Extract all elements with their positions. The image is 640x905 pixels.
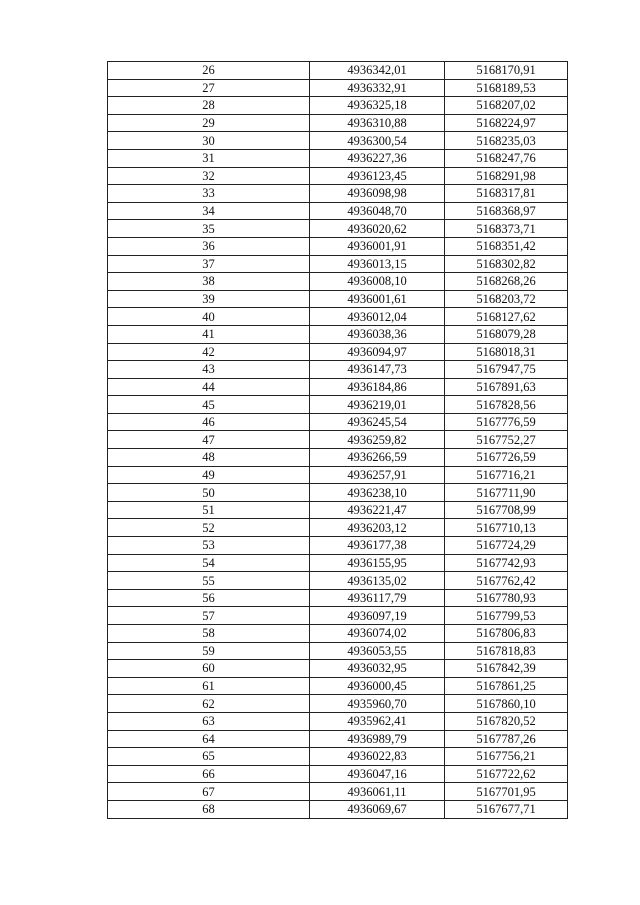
- point-number-cell: 42: [108, 343, 310, 361]
- coordinate-x-cell: 4936001,61: [310, 290, 445, 308]
- coordinate-x-cell: 4936061,11: [310, 783, 445, 801]
- point-number-cell: 62: [108, 695, 310, 713]
- point-number-cell: 48: [108, 449, 310, 467]
- coordinate-x-cell: 4936342,01: [310, 62, 445, 80]
- coordinate-y-cell: 5167806,83: [445, 625, 568, 643]
- table-row: [108, 220, 568, 238]
- table-row: [108, 449, 568, 467]
- point-number-cell: 35: [108, 220, 310, 238]
- table-row: [108, 132, 568, 150]
- coordinate-y-cell: 5167711,90: [445, 484, 568, 502]
- coordinate-x-cell: 4936069,67: [310, 800, 445, 818]
- table-row: [108, 149, 568, 167]
- point-number-cell: 33: [108, 185, 310, 203]
- point-number-cell: 65: [108, 748, 310, 766]
- point-number-cell: 51: [108, 501, 310, 519]
- point-number-cell: 43: [108, 361, 310, 379]
- table-row: [108, 554, 568, 572]
- coordinate-x-cell: 4936097,19: [310, 607, 445, 625]
- point-number-cell: 45: [108, 396, 310, 414]
- coordinate-y-cell: 5167860,10: [445, 695, 568, 713]
- table-row: [108, 695, 568, 713]
- point-number-cell: 30: [108, 132, 310, 150]
- point-number-cell: 39: [108, 290, 310, 308]
- point-number-cell: 57: [108, 607, 310, 625]
- coordinate-y-cell: 5167756,21: [445, 748, 568, 766]
- coordinate-y-cell: 5167677,71: [445, 800, 568, 818]
- table-row: [108, 413, 568, 431]
- coordinate-x-cell: 4936098,98: [310, 185, 445, 203]
- point-number-cell: 46: [108, 413, 310, 431]
- table-row: [108, 290, 568, 308]
- coordinate-x-cell: 4936022,83: [310, 748, 445, 766]
- coordinate-y-cell: 5168170,91: [445, 62, 568, 80]
- coordinate-x-cell: 4936135,02: [310, 572, 445, 590]
- coordinate-x-cell: 4936012,04: [310, 308, 445, 326]
- coordinate-x-cell: 4936008,10: [310, 273, 445, 291]
- coordinate-y-cell: 5167818,83: [445, 642, 568, 660]
- coordinate-y-cell: 5168018,31: [445, 343, 568, 361]
- table-row: [108, 273, 568, 291]
- table-row: [108, 800, 568, 818]
- table-row: [108, 730, 568, 748]
- coordinate-y-cell: 5167799,53: [445, 607, 568, 625]
- coordinate-x-cell: 4936310,88: [310, 114, 445, 132]
- point-number-cell: 54: [108, 554, 310, 572]
- point-number-cell: 47: [108, 431, 310, 449]
- table-row: [108, 748, 568, 766]
- point-number-cell: 50: [108, 484, 310, 502]
- point-number-cell: 44: [108, 378, 310, 396]
- coordinate-y-cell: 5167776,59: [445, 413, 568, 431]
- point-number-cell: 29: [108, 114, 310, 132]
- table-row: [108, 607, 568, 625]
- coordinate-y-cell: 5167842,39: [445, 660, 568, 678]
- coordinate-x-cell: 4936332,91: [310, 79, 445, 97]
- table-row: [108, 712, 568, 730]
- table-row: [108, 237, 568, 255]
- coordinates-table-body: [108, 62, 568, 819]
- coordinate-x-cell: 4936221,47: [310, 501, 445, 519]
- coordinate-x-cell: 4936203,12: [310, 519, 445, 537]
- coordinate-y-cell: 5168235,03: [445, 132, 568, 150]
- point-number-cell: 31: [108, 149, 310, 167]
- point-number-cell: 64: [108, 730, 310, 748]
- coordinate-y-cell: 5167724,29: [445, 537, 568, 555]
- point-number-cell: 53: [108, 537, 310, 555]
- table-row: [108, 625, 568, 643]
- coordinate-x-cell: 4936257,91: [310, 466, 445, 484]
- point-number-cell: 26: [108, 62, 310, 80]
- coordinate-x-cell: 4936227,36: [310, 149, 445, 167]
- point-number-cell: 40: [108, 308, 310, 326]
- table-row: [108, 378, 568, 396]
- coordinate-x-cell: 4936053,55: [310, 642, 445, 660]
- coordinate-x-cell: 4936123,45: [310, 167, 445, 185]
- coordinate-x-cell: 4936238,10: [310, 484, 445, 502]
- coordinate-x-cell: 4935960,70: [310, 695, 445, 713]
- point-number-cell: 32: [108, 167, 310, 185]
- coordinate-y-cell: 5168317,81: [445, 185, 568, 203]
- coordinate-y-cell: 5167742,93: [445, 554, 568, 572]
- coordinate-y-cell: 5167752,27: [445, 431, 568, 449]
- point-number-cell: 56: [108, 589, 310, 607]
- coordinate-y-cell: 5168368,97: [445, 202, 568, 220]
- coordinate-x-cell: 4936013,15: [310, 255, 445, 273]
- coordinate-x-cell: 4935962,41: [310, 712, 445, 730]
- coordinate-x-cell: 4936325,18: [310, 97, 445, 115]
- coordinate-x-cell: 4936047,16: [310, 765, 445, 783]
- coordinate-x-cell: 4936094,97: [310, 343, 445, 361]
- table-row: [108, 466, 568, 484]
- coordinate-x-cell: 4936245,54: [310, 413, 445, 431]
- table-row: [108, 677, 568, 695]
- coordinate-y-cell: 5167787,26: [445, 730, 568, 748]
- coordinate-x-cell: 4936048,70: [310, 202, 445, 220]
- table-row: [108, 325, 568, 343]
- point-number-cell: 49: [108, 466, 310, 484]
- coordinate-y-cell: 5167820,52: [445, 712, 568, 730]
- point-number-cell: 60: [108, 660, 310, 678]
- coordinate-x-cell: 4936001,91: [310, 237, 445, 255]
- coordinate-x-cell: 4936989,79: [310, 730, 445, 748]
- table-row: [108, 572, 568, 590]
- coordinate-x-cell: 4936300,54: [310, 132, 445, 150]
- coordinate-y-cell: 5167861,25: [445, 677, 568, 695]
- coordinate-y-cell: 5167762,42: [445, 572, 568, 590]
- point-number-cell: 63: [108, 712, 310, 730]
- table-row: [108, 97, 568, 115]
- coordinate-y-cell: 5168373,71: [445, 220, 568, 238]
- coordinate-y-cell: 5167828,56: [445, 396, 568, 414]
- coordinate-y-cell: 5167722,62: [445, 765, 568, 783]
- coordinate-y-cell: 5167701,95: [445, 783, 568, 801]
- coordinate-y-cell: 5168247,76: [445, 149, 568, 167]
- coordinate-y-cell: 5168079,28: [445, 325, 568, 343]
- point-number-cell: 38: [108, 273, 310, 291]
- table-row: [108, 308, 568, 326]
- coordinate-x-cell: 4936117,79: [310, 589, 445, 607]
- coordinate-y-cell: 5167726,59: [445, 449, 568, 467]
- coordinate-y-cell: 5168189,53: [445, 79, 568, 97]
- table-row: [108, 660, 568, 678]
- table-row: [108, 537, 568, 555]
- coordinate-x-cell: 4936155,95: [310, 554, 445, 572]
- point-number-cell: 34: [108, 202, 310, 220]
- table-row: [108, 361, 568, 379]
- point-number-cell: 58: [108, 625, 310, 643]
- coordinate-x-cell: 4936038,36: [310, 325, 445, 343]
- coordinate-x-cell: 4936177,38: [310, 537, 445, 555]
- table-row: [108, 642, 568, 660]
- table-row: [108, 62, 568, 80]
- table-row: [108, 519, 568, 537]
- point-number-cell: 52: [108, 519, 310, 537]
- point-number-cell: 36: [108, 237, 310, 255]
- table-row: [108, 589, 568, 607]
- coordinate-y-cell: 5168302,82: [445, 255, 568, 273]
- table-row: [108, 255, 568, 273]
- table-row: [108, 783, 568, 801]
- coordinate-y-cell: 5168268,26: [445, 273, 568, 291]
- coordinate-x-cell: 4936259,82: [310, 431, 445, 449]
- table-row: [108, 114, 568, 132]
- coordinate-y-cell: 5167708,99: [445, 501, 568, 519]
- coordinate-x-cell: 4936020,62: [310, 220, 445, 238]
- table-row: [108, 765, 568, 783]
- table-row: [108, 501, 568, 519]
- point-number-cell: 66: [108, 765, 310, 783]
- coordinate-y-cell: 5168291,98: [445, 167, 568, 185]
- point-number-cell: 59: [108, 642, 310, 660]
- point-number-cell: 27: [108, 79, 310, 97]
- coordinate-y-cell: 5168207,02: [445, 97, 568, 115]
- coordinate-x-cell: 4936184,86: [310, 378, 445, 396]
- coordinate-y-cell: 5168351,42: [445, 237, 568, 255]
- table-row: [108, 79, 568, 97]
- table-row: [108, 185, 568, 203]
- coordinate-y-cell: 5167780,93: [445, 589, 568, 607]
- coordinate-y-cell: 5168127,62: [445, 308, 568, 326]
- coordinate-x-cell: 4936074,02: [310, 625, 445, 643]
- point-number-cell: 67: [108, 783, 310, 801]
- coordinate-y-cell: 5167947,75: [445, 361, 568, 379]
- table-row: [108, 202, 568, 220]
- point-number-cell: 37: [108, 255, 310, 273]
- coordinate-x-cell: 4936032,95: [310, 660, 445, 678]
- coordinate-y-cell: 5167710,13: [445, 519, 568, 537]
- table-row: [108, 167, 568, 185]
- coordinate-x-cell: 4936000,45: [310, 677, 445, 695]
- point-number-cell: 28: [108, 97, 310, 115]
- coordinate-y-cell: 5168203,72: [445, 290, 568, 308]
- point-number-cell: 55: [108, 572, 310, 590]
- table-row: [108, 343, 568, 361]
- table-row: [108, 431, 568, 449]
- coordinate-x-cell: 4936147,73: [310, 361, 445, 379]
- point-number-cell: 68: [108, 800, 310, 818]
- coordinate-y-cell: 5167891,63: [445, 378, 568, 396]
- coordinate-x-cell: 4936266,59: [310, 449, 445, 467]
- table-row: [108, 484, 568, 502]
- coordinate-x-cell: 4936219,01: [310, 396, 445, 414]
- point-number-cell: 41: [108, 325, 310, 343]
- point-number-cell: 61: [108, 677, 310, 695]
- coordinate-y-cell: 5167716,21: [445, 466, 568, 484]
- coordinates-table: [107, 61, 568, 819]
- coordinate-y-cell: 5168224,97: [445, 114, 568, 132]
- table-row: [108, 396, 568, 414]
